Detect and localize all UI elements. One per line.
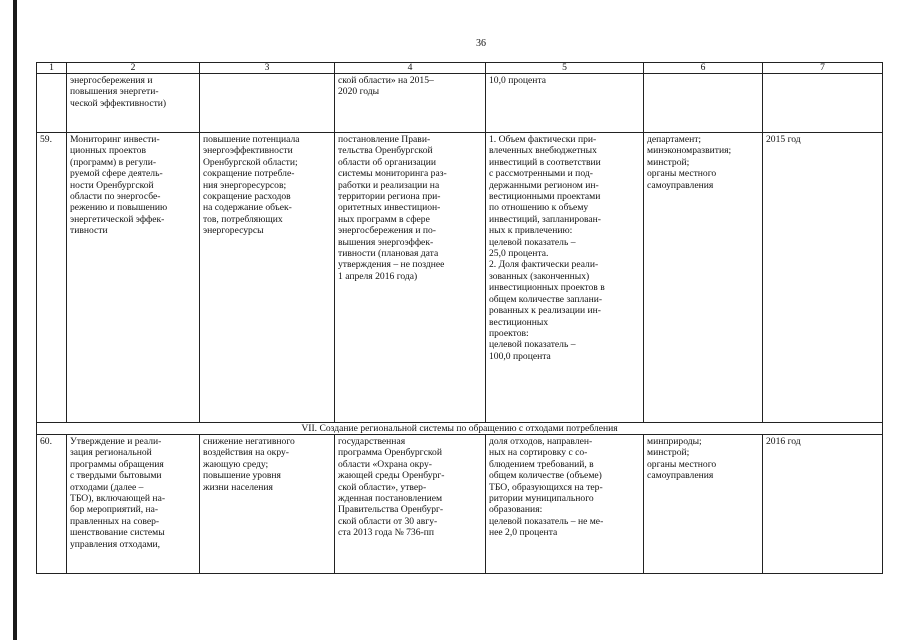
- scan-edge-bar: [13, 0, 17, 640]
- cell-measure: энергосбережения и повышения энергети- ческой эффективности): [67, 74, 200, 133]
- cell-number: [37, 74, 67, 133]
- column-number-2: 2: [67, 63, 200, 74]
- cell-number: 59.: [37, 133, 67, 423]
- cell-deadline: [763, 74, 883, 133]
- cell-goal: повышение потенциала энергоэффективности Оренбургской области; сокращение потребле- ния энергоресурсов; сокращение расходов на содержание объек- тов, потребляющих энергоресурсы: [200, 133, 335, 423]
- column-number-3: 3: [200, 63, 335, 74]
- table-row-continuation: [37, 74, 883, 133]
- cell-measure: Мониторинг инвести- ционных проектов (программ) в регули- руемой сфере деятель- ности Оренбургской области по энергосбе- режению и повышению энергетической эффек- тивности: [67, 133, 200, 423]
- cell-measure: Утверждение и реали- зация региональной программы обращения с твердыми бытовыми отходами (далее – ТБО), включающей на- бор мероприятий, на- правленных на совер- шенствование системы управления отходами,: [67, 435, 200, 574]
- page-number: 36: [476, 38, 486, 49]
- cell-indicator: 1. Объем фактически при- влеченных внебюджетных инвестиций в соответствии с рассмотренными и под- держанными регионом ин- вестиционными проектами по отношению к объему инвестиций, запланирован- ных к привлечению: целевой показатель – 25,0 процента. 2. Доля фактически реали- зованных (законченных) инвестиционных проектов в общем количестве заплани- рованных к реализации ин- вестиционных проектов: целевой показатель – 100,0 процента: [486, 133, 644, 423]
- cell-goal: [200, 74, 335, 133]
- measures-table: [36, 62, 883, 574]
- cell-deadline: 2016 год: [763, 435, 883, 574]
- cell-document: постановление Прави- тельства Оренбургской области об организации системы мониторинга раз- работки и реализации на территории региона при- оритетных инвестицион- ных программ в сфере энергосбережения и по- вышения энергоэффек- тивности (плановая дата утверждения – не позднее 1 апреля 2016 года): [335, 133, 486, 423]
- section-heading-row: [37, 423, 883, 435]
- column-number-5: 5: [486, 63, 644, 74]
- cell-number: 60.: [37, 435, 67, 574]
- column-number-1: 1: [37, 63, 67, 74]
- cell-responsible: [644, 74, 763, 133]
- table-row-60: [37, 435, 883, 574]
- cell-document: ской области» на 2015– 2020 годы: [335, 74, 486, 133]
- cell-responsible: департамент; минэкономразвития; минстрой; органы местного самоуправления: [644, 133, 763, 423]
- column-number-row: [37, 63, 883, 74]
- table-row-59: [37, 133, 883, 423]
- column-number-4: 4: [335, 63, 486, 74]
- cell-indicator: 10,0 процента: [486, 74, 644, 133]
- column-number-7: 7: [763, 63, 883, 74]
- section-heading: VII. Создание региональной системы по обращению с отходами потребления: [37, 423, 883, 435]
- cell-responsible: минприроды; минстрой; органы местного самоуправления: [644, 435, 763, 574]
- cell-indicator: доля отходов, направлен- ных на сортировку с со- блюдением требований, в общем количестве (объеме) ТБО, образующихся на тер- ритории муниципального образования: целевой показатель – не ме- нее 2,0 процента: [486, 435, 644, 574]
- cell-goal: снижение негативного воздействия на окру- жающую среду; повышение уровня жизни населения: [200, 435, 335, 574]
- cell-deadline: 2015 год: [763, 133, 883, 423]
- column-number-6: 6: [644, 63, 763, 74]
- cell-document: государственная программа Оренбургской области «Охрана окру- жающей среды Оренбург- ской области», утвер- жденная постановлением Правительства Оренбург- ской области от 30 авгу- ста 2013 года № 736-пп: [335, 435, 486, 574]
